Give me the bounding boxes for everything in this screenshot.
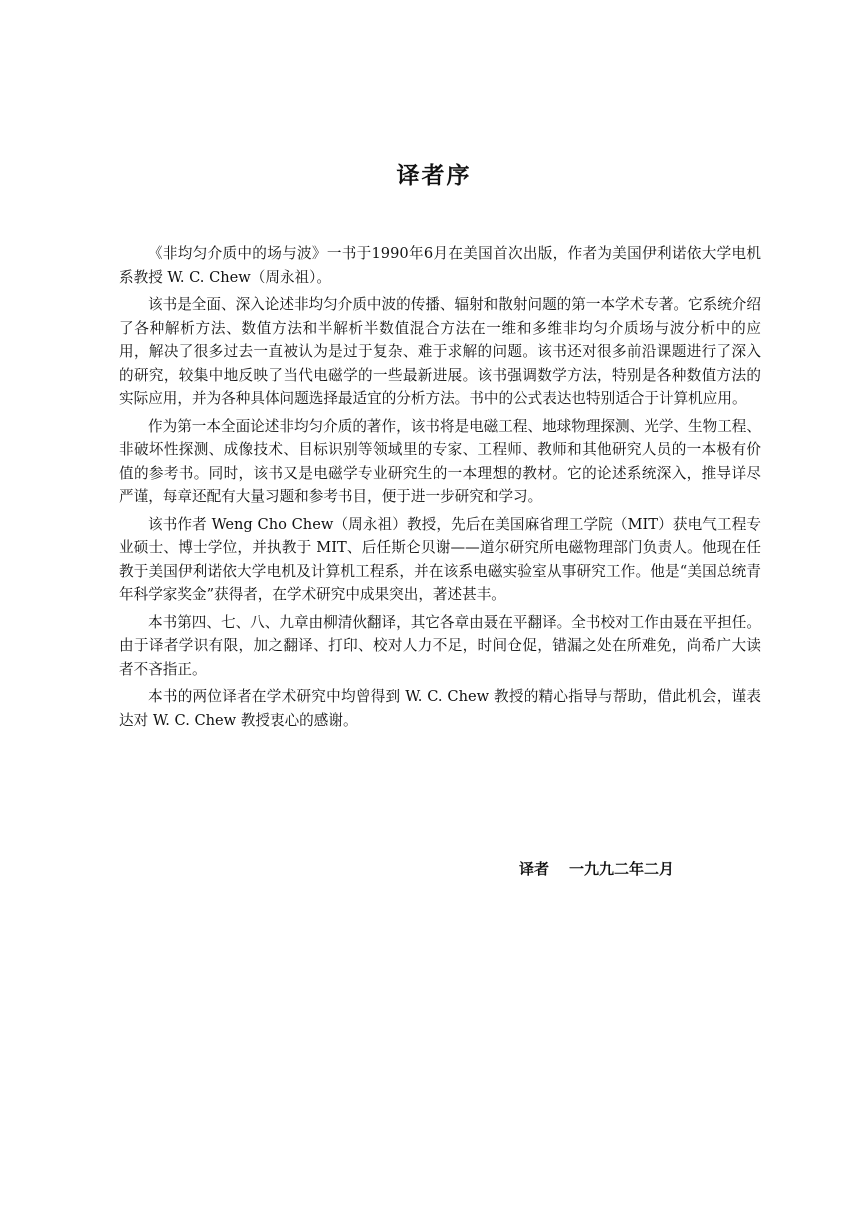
paragraph-2: 该书是全面、深入论述非均匀介质中波的传播、辐射和散射问题的第一本学术专著。它系统介绍了各种解析方法、数值方法和半解析半数值混合方法在一维和多维非均匀介质场与波分析中的应用，解决了很多过去一直被认为是过于复杂、难于求解的问题。该书还对很多前沿课题进行了深入的研究，较集中地反映了当代电磁学的一些最新进展。该书强调数学方法，特别是各种数值方法的实际应用，并为各种具体问题选择最适宜的分析方法。书中的公式表达也特别适合于计算机应用。 bbox=[119, 296, 761, 407]
signature bbox=[519, 858, 674, 879]
paragraph-6: 本书的两位译者在学术研究中均曾得到 W. C. Chew 教授的精心指导与帮助，借此机会，谨表达对 W. C. Chew 教授衷心的感谢。 bbox=[119, 688, 761, 729]
paragraph-4: 该书作者 Weng Cho Chew（周永祖）教授，先后在美国麻省理工学院（MIT）获电气工程专业硕士、博士学位，并执教于 MIT、后任斯仑贝谢——道尔研究所电磁物理部门负责人。他现在任教于美国伊利诺依大学电机及计算机工程系，并在该系电磁实验室从事研究工作。他是“美国总统青年科学家奖金”获得者，在学术研究中成果突出，著述甚丰。 bbox=[119, 515, 761, 603]
paragraph-5: 本书第四、七、八、九章由柳清伙翻译，其它各章由聂在平翻译。全书校对工作由聂在平担任。由于译者学识有限，加之翻译、打印、校对人力不足，时间仓促，错漏之处在所难免，尚希广大读者不吝指正。 bbox=[119, 613, 761, 678]
paragraph-3: 作为第一本全面论述非均匀介质的著作，该书将是电磁工程、地球物理探测、光学、生物工程、非破坏性探测、成像技术、目标识别等领域里的专家、工程师、教师和其他研究人员的一本极有价值的参考书。同时，该书又是电磁学专业研究生的一本理想的教材。它的论述系统深入，推导详尽严谨，每章还配有大量习题和参考书目，便于进一步研究和学习。 bbox=[119, 417, 761, 505]
signature-label: 译者 bbox=[519, 860, 550, 878]
paragraph-1: 《非均匀介质中的场与波》一书于1990年6月在美国首次出版，作者为美国伊利诺依大学电机系教授 W. C. Chew（周永祖）。 bbox=[119, 245, 761, 286]
body-text bbox=[119, 242, 761, 736]
page-title: 译者序 bbox=[396, 163, 472, 189]
signature-date: 一九九二年二月 bbox=[569, 860, 675, 878]
